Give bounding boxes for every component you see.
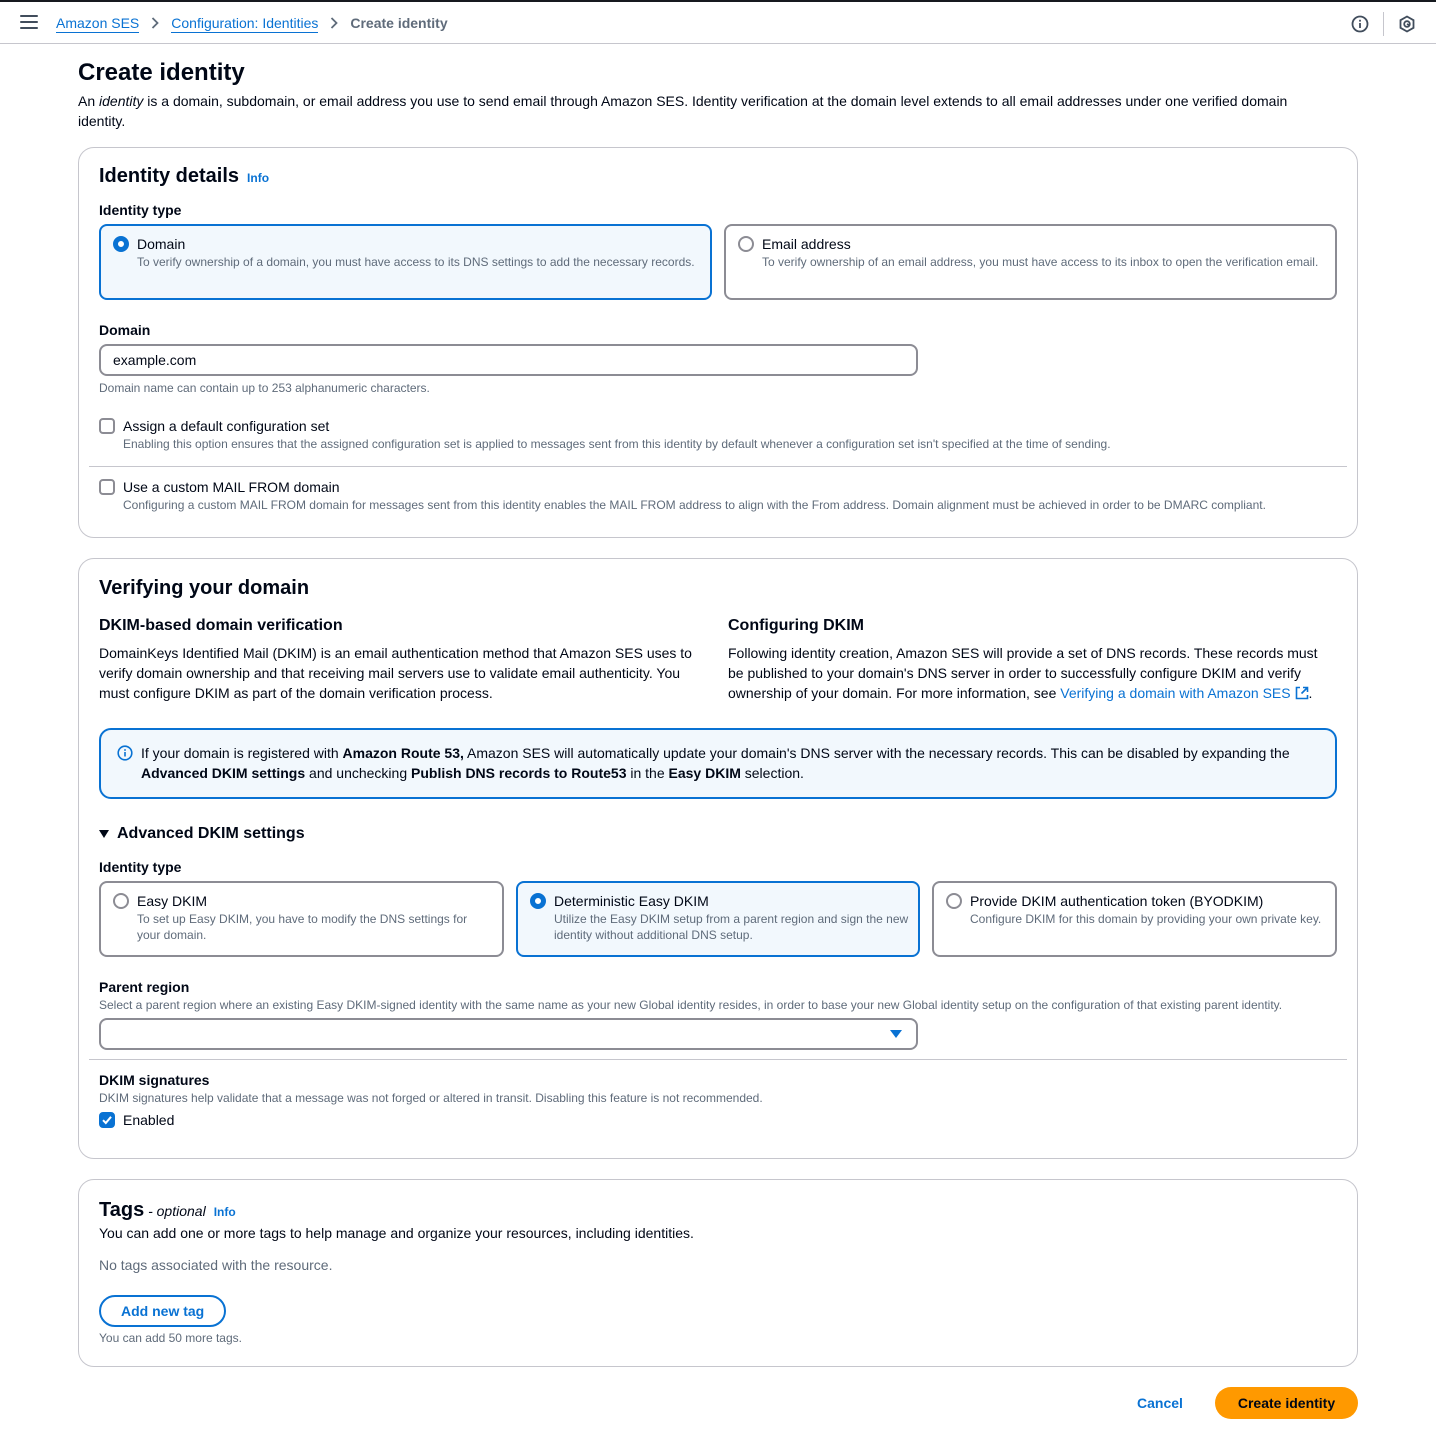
notifications-icon[interactable] [1398, 15, 1416, 33]
domain-hint: Domain name can contain up to 253 alphanumeric characters. [99, 381, 430, 395]
advanced-dkim-expander[interactable] [99, 824, 305, 844]
tile-label: Provide DKIM authentication token (BYODKIM) [970, 893, 1264, 909]
route53-info-alert [99, 728, 1337, 799]
mail-from-label[interactable]: Use a custom MAIL FROM domain [123, 479, 340, 495]
config-text: Following identity creation, Amazon SES will provide a set of DNS records. These records must be published to your domain's DNS server in order to successfully configure DKIM and verify ownership of your domain. For more information, see [728, 645, 1318, 701]
easy-dkim-radio[interactable] [113, 893, 129, 909]
alert-fragment: in the [626, 765, 669, 781]
optional-label: - optional [144, 1203, 206, 1219]
default-config-label[interactable]: Assign a default configuration set [123, 418, 330, 434]
domain-label: Domain [99, 322, 151, 338]
page-description [78, 91, 1338, 131]
tags-limit: You can add 50 more tags. [99, 1331, 242, 1345]
dkim-heading: DKIM-based domain verification [99, 617, 343, 634]
breadcrumb-current: Create identity [350, 15, 448, 31]
info-link[interactable]: Info [213, 1205, 236, 1219]
identity-details-container [78, 147, 1358, 538]
alert-text [141, 743, 1321, 783]
chevron-right-icon [330, 17, 338, 29]
config-end: . [1308, 685, 1313, 701]
default-config-checkbox[interactable] [99, 418, 115, 434]
chevron-right-icon [151, 17, 159, 29]
tags-empty-state: No tags associated with the resource. [99, 1257, 333, 1273]
alert-bold: Advanced DKIM settings [141, 765, 306, 781]
desc-text: is a domain, subdomain, or email address you use to send email through Amazon SES. Identity verification at the domain level extends to all email addresses under one verified domain identity. [78, 93, 1288, 129]
info-link[interactable]: Info [247, 171, 270, 185]
caret-down-icon [890, 1030, 902, 1038]
toolbar-divider [1383, 12, 1384, 36]
default-config-description: Enabling this option ensures that the assigned configuration set is applied to messages sent from this identity by default whenever a configuration set isn't specified at the time of sending. [123, 437, 1111, 451]
identity-type-label: Identity type [99, 202, 182, 218]
add-new-tag-button[interactable]: Add new tag [99, 1295, 226, 1327]
dkim-signatures-label: DKIM signatures [99, 1072, 210, 1088]
tile-description: Utilize the Easy DKIM setup from a parent region and sign the new identity without additional DNS setup. [554, 912, 909, 942]
menu-icon[interactable] [20, 15, 38, 31]
tags-title-row [99, 1197, 236, 1225]
identity-type-email-tile[interactable] [724, 224, 1337, 300]
section-title [99, 163, 269, 191]
alert-bold: Amazon Route 53, [342, 745, 464, 761]
configuring-dkim-text [728, 643, 1333, 705]
deterministic-easy-dkim-radio[interactable] [530, 893, 546, 909]
desc-italic: identity [99, 93, 144, 109]
parent-region-select[interactable] [99, 1018, 918, 1050]
breadcrumb [56, 13, 448, 33]
tile-description: To verify ownership of a domain, you must have access to its DNS settings to add the necessary records. [137, 255, 695, 269]
parent-region-label: Parent region [99, 979, 190, 995]
parent-region-description: Select a parent region where an existing Easy DKIM-signed identity with the same name as your new Global identity resides, in order to base your new Global identity setup on the configuration of that existing parent identity. [99, 998, 1283, 1012]
divider [89, 466, 1347, 467]
cancel-button[interactable]: Cancel [1137, 1395, 1183, 1411]
caret-down-icon [99, 830, 109, 838]
tile-description: To verify ownership of an email address, you must have access to its inbox to open the verification email. [762, 255, 1319, 269]
identity-details-title: Identity details [99, 165, 240, 187]
desc-text: An [78, 93, 100, 109]
tile-description: To set up Easy DKIM, you have to modify the DNS settings for your domain. [137, 912, 468, 942]
tile-label: Easy DKIM [137, 893, 208, 909]
page-title: Create identity [78, 59, 245, 86]
expander-label: Advanced DKIM settings [117, 825, 305, 842]
alert-fragment: and unchecking [305, 765, 411, 781]
email-radio[interactable] [738, 236, 754, 252]
dkim-text: DomainKeys Identified Mail (DKIM) is an email authentication method that Amazon SES uses to verify domain ownership and that receiving mail servers use to validate email authenticity. You must configure DKIM as part of the domain verification process. [99, 645, 692, 701]
configuring-dkim-heading: Configuring DKIM [728, 617, 864, 634]
dkim-enabled-checkbox[interactable] [99, 1112, 115, 1128]
domain-input[interactable] [99, 344, 918, 376]
mail-from-description: Configuring a custom MAIL FROM domain for messages sent from this identity enables the MAIL FROM address to align with the From address. Domain alignment must be achieved in order to be DMARC compliant. [123, 498, 1266, 512]
dkim-enabled-label[interactable]: Enabled [123, 1112, 175, 1128]
tile-description: Configure DKIM for this domain by providing your own private key. [970, 912, 1322, 926]
tile-label: Deterministic Easy DKIM [554, 893, 709, 909]
alert-bold: Easy DKIM [668, 765, 741, 781]
tags-title: Tags [99, 1199, 145, 1221]
alert-fragment: selection. [740, 765, 804, 781]
dkim-identity-type-label: Identity type [99, 859, 182, 875]
verifying-domain-link[interactable]: Verifying a domain with Amazon SES [1060, 685, 1291, 701]
tags-description: You can add one or more tags to help manage and organize your resources, including identities. [99, 1225, 694, 1241]
domain-radio[interactable] [113, 236, 129, 252]
info-icon[interactable] [1351, 15, 1369, 33]
info-circle-icon [117, 745, 133, 761]
divider [89, 1059, 1347, 1060]
byodkim-tile[interactable] [932, 881, 1337, 957]
tile-label: Email address [762, 236, 851, 252]
alert-fragment: If your domain is registered with [141, 745, 343, 761]
tile-label: Domain [137, 236, 186, 252]
identity-type-domain-tile[interactable] [99, 224, 712, 300]
alert-bold: Publish DNS records to Route53 [411, 765, 627, 781]
checkmark-icon [101, 1114, 113, 1126]
deterministic-easy-dkim-tile[interactable] [516, 881, 920, 957]
easy-dkim-tile[interactable] [99, 881, 504, 957]
byodkim-radio[interactable] [946, 893, 962, 909]
external-link-icon[interactable] [1295, 685, 1309, 705]
dkim-signatures-description: DKIM signatures help validate that a message was not forged or altered in transit. Disabling this feature is not recommended. [99, 1091, 763, 1105]
create-identity-button[interactable]: Create identity [1215, 1387, 1358, 1419]
verifying-domain-container [78, 558, 1358, 1159]
tags-container [78, 1179, 1358, 1367]
verifying-title: Verifying your domain [99, 577, 310, 599]
mail-from-checkbox[interactable] [99, 479, 115, 495]
top-navigation-bar [0, 0, 1436, 44]
alert-fragment: Amazon SES will automatically update your domain's DNS server with the necessary records. This can be disabled by expanding the [463, 745, 1290, 761]
breadcrumb-amazon-ses[interactable]: Amazon SES [56, 14, 140, 31]
breadcrumb-configuration-identities[interactable]: Configuration: Identities [171, 14, 319, 31]
